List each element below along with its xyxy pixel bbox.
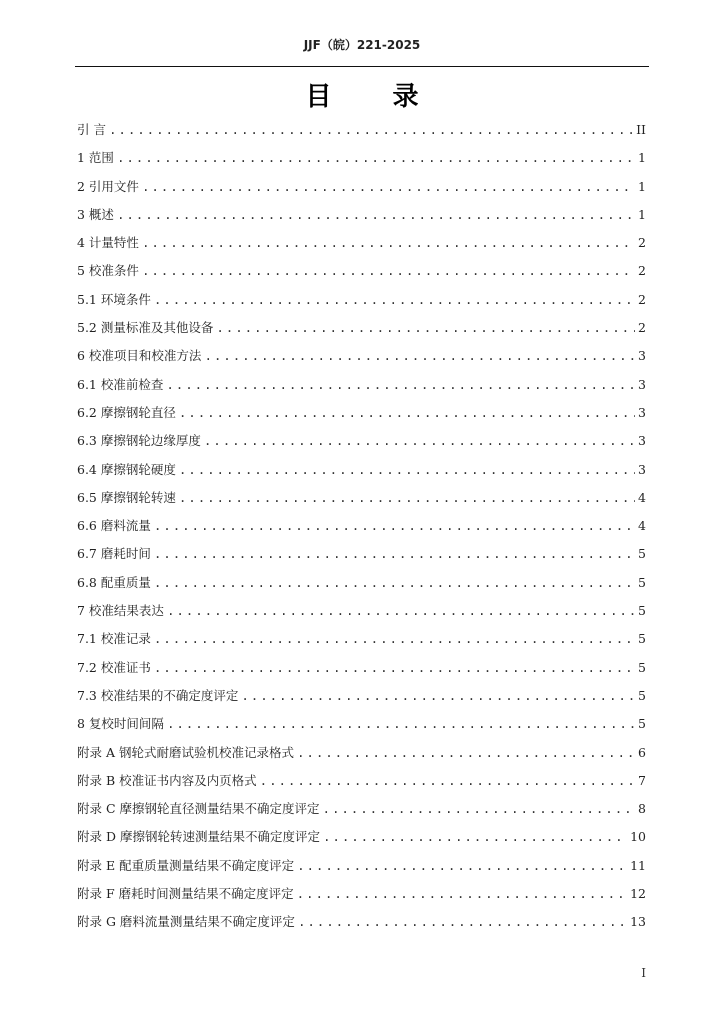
toc-entry[interactable] [77, 286, 646, 314]
toc-entry[interactable] [77, 484, 646, 512]
toc-entry-label: 1 范围 [77, 150, 114, 166]
toc-entry-page: 2 [638, 320, 646, 336]
toc-entry[interactable] [77, 823, 646, 851]
toc-entry-page: 5 [638, 687, 646, 703]
toc-entry-page: 2 [638, 291, 646, 307]
toc-entry-page: 5 [638, 546, 646, 562]
toc-entry[interactable] [77, 795, 646, 823]
toc-entry-page: 3 [638, 348, 646, 364]
toc-entry[interactable] [77, 456, 646, 484]
toc-entry-page: 1 [638, 178, 646, 194]
dot-leader [241, 682, 635, 710]
toc-entry-page: 5 [638, 659, 646, 675]
toc-entry[interactable] [77, 314, 646, 342]
toc-entry-page: 4 [638, 489, 646, 505]
toc-entry[interactable] [77, 654, 646, 682]
dot-leader [298, 908, 627, 936]
toc-entry-label: 附录 A 钢轮式耐磨试验机校准记录格式 [77, 744, 294, 760]
toc-entry-label: 6.1 校准前检查 [77, 376, 164, 392]
toc-entry[interactable] [77, 399, 646, 427]
dot-leader [297, 880, 627, 908]
page-number: I [641, 966, 646, 980]
toc-entry-label: 7.2 校准证书 [77, 659, 151, 675]
toc-entry-label: 7.1 校准记录 [77, 631, 151, 647]
toc-entry-page: 2 [638, 263, 646, 279]
toc-entry-label: 5.1 环境条件 [77, 291, 151, 307]
table-of-contents [77, 116, 646, 937]
dot-leader [117, 201, 635, 229]
toc-entry-label: 6.5 摩擦钢轮转速 [77, 489, 176, 505]
toc-entry-label: 6.4 摩擦钢轮硬度 [77, 461, 176, 477]
toc-entry-page: 5 [638, 603, 646, 619]
toc-entry[interactable] [77, 229, 646, 257]
toc-entry-label: 附录 G 磨料流量测量结果不确定度评定 [77, 914, 295, 930]
toc-entry[interactable] [77, 540, 646, 568]
dot-leader [204, 342, 635, 370]
toc-entry[interactable] [77, 739, 646, 767]
toc-entry-page: 5 [638, 716, 646, 732]
toc-entry-label: 附录 D 摩擦钢轮转速测量结果不确定度评定 [77, 829, 320, 845]
dot-leader [154, 540, 635, 568]
toc-entry-page: 13 [630, 914, 646, 930]
toc-entry-page: 5 [638, 631, 646, 647]
dot-leader [179, 484, 635, 512]
toc-entry[interactable] [77, 767, 646, 795]
toc-entry-page: 7 [638, 772, 646, 788]
toc-entry-label: 5 校准条件 [77, 263, 139, 279]
toc-entry-label: 3 概述 [77, 206, 114, 222]
dot-leader [154, 625, 635, 653]
toc-entry-label: 附录 E 配重质量测量结果不确定度评定 [77, 857, 295, 873]
toc-entry-label: 6.8 配重质量 [77, 574, 151, 590]
toc-entry-label: 6.7 磨耗时间 [77, 546, 151, 562]
document-code-header: JJF（皖）221-2025 [303, 38, 421, 52]
dot-leader [142, 229, 635, 257]
dot-leader [179, 456, 635, 484]
dot-leader [167, 597, 635, 625]
dot-leader [166, 371, 635, 399]
toc-entry[interactable] [77, 710, 646, 738]
toc-entry[interactable] [77, 144, 646, 172]
dot-leader [297, 852, 627, 880]
toc-entry-page: 1 [638, 206, 646, 222]
toc-entry-label: 7.3 校准结果的不确定度评定 [77, 687, 239, 703]
toc-entry-page: 12 [630, 886, 646, 902]
toc-entry-page: 3 [638, 376, 646, 392]
toc-entry-label: 8 复校时间间隔 [77, 716, 164, 732]
toc-entry-label: 2 引用文件 [77, 178, 139, 194]
toc-entry-label: 附录 C 摩擦钢轮直径测量结果不确定度评定 [77, 801, 320, 817]
toc-entry-label: 6 校准项目和校准方法 [77, 348, 202, 364]
toc-entry-page: 4 [638, 518, 646, 534]
toc-entry[interactable] [77, 201, 646, 229]
toc-entry-page: 5 [638, 574, 646, 590]
toc-entry-page: 6 [638, 744, 646, 760]
dot-leader [109, 116, 633, 144]
dot-leader [117, 144, 635, 172]
toc-entry[interactable] [77, 512, 646, 540]
dot-leader [154, 512, 635, 540]
toc-entry-label: 7 校准结果表达 [77, 603, 164, 619]
toc-entry[interactable] [77, 625, 646, 653]
toc-entry-page: 3 [638, 404, 646, 420]
toc-entry-label: 6.2 摩擦钢轮直径 [77, 404, 176, 420]
toc-entry[interactable] [77, 257, 646, 285]
toc-entry[interactable] [77, 427, 646, 455]
dot-leader [154, 286, 635, 314]
toc-entry-label: 附录 B 校准证书内容及内页格式 [77, 772, 257, 788]
toc-entry[interactable] [77, 116, 646, 144]
toc-entry[interactable] [77, 597, 646, 625]
dot-leader [142, 257, 635, 285]
toc-entry-label: 6.6 磨料流量 [77, 518, 151, 534]
header-divider [75, 66, 649, 67]
toc-entry[interactable] [77, 371, 646, 399]
toc-entry-label: 引 言 [77, 122, 106, 137]
dot-leader [142, 173, 635, 201]
toc-entry-label: 5.2 测量标准及其他设备 [77, 320, 214, 336]
dot-leader [260, 767, 635, 795]
toc-entry-page: 3 [638, 433, 646, 449]
toc-entry-page: II [636, 122, 646, 137]
page-title: 目 录 [305, 82, 445, 112]
toc-entry-page: 11 [630, 857, 646, 873]
dot-leader [204, 427, 635, 455]
dot-leader [216, 314, 635, 342]
dot-leader [154, 569, 635, 597]
toc-entry-label: 4 计量特性 [77, 235, 139, 251]
toc-entry[interactable] [77, 682, 646, 710]
toc-entry[interactable] [77, 173, 646, 201]
toc-entry-label: 6.3 摩擦钢轮边缘厚度 [77, 433, 201, 449]
toc-entry[interactable] [77, 880, 646, 908]
toc-entry-page: 3 [638, 461, 646, 477]
toc-entry[interactable] [77, 908, 646, 936]
dot-leader [154, 654, 635, 682]
toc-entry-page: 10 [630, 829, 646, 845]
toc-entry-label: 附录 F 磨耗时间测量结果不确定度评定 [77, 886, 294, 902]
toc-entry-page: 1 [638, 150, 646, 166]
dot-leader [323, 795, 636, 823]
toc-entry-page: 8 [638, 801, 646, 817]
dot-leader [297, 739, 635, 767]
dot-leader [167, 710, 635, 738]
toc-entry[interactable] [77, 342, 646, 370]
toc-entry[interactable] [77, 569, 646, 597]
toc-entry[interactable] [77, 852, 646, 880]
dot-leader [323, 823, 627, 851]
dot-leader [179, 399, 635, 427]
toc-entry-page: 2 [638, 235, 646, 251]
